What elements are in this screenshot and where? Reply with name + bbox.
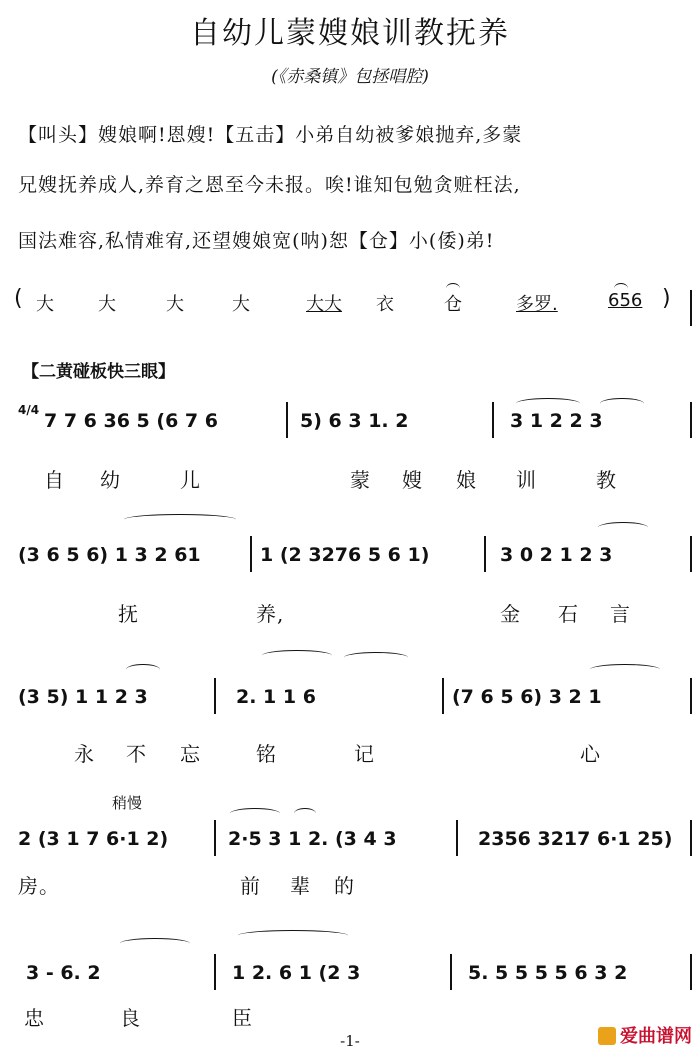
lyric-char: 前 [240, 874, 261, 898]
dialogue-line-1: 【叫头】嫂娘啊!恩嫂!【五击】小弟自幼被爹娘抛弃,多蒙 [18, 124, 523, 146]
lyric-char: 养, [256, 602, 285, 626]
notes-measure: (7 6 5 6) 3 2 1 [452, 686, 602, 708]
slur-mark [262, 650, 332, 661]
lyric-char: 教 [596, 468, 617, 492]
lyric-char: 蒙 [350, 468, 371, 492]
percussion-item: 大 [232, 294, 250, 315]
lyric-char: 言 [610, 602, 631, 626]
slur-mark [344, 652, 408, 663]
notes-measure: 3 0 2 1 2 3 [500, 544, 613, 566]
bar-line [286, 402, 288, 438]
notes-measure: 1 2. 6 1 (2 3 [232, 962, 361, 984]
notes-measure: (3 5) 1 1 2 3 [18, 686, 148, 708]
lyric-char: 辈 [290, 874, 311, 898]
lyric-char: 良 [120, 1006, 141, 1030]
percussion-open: ( [14, 286, 23, 311]
percussion-item: 大 [36, 294, 54, 315]
slur-mark [124, 514, 236, 525]
slur-mark [120, 938, 190, 949]
bar-line [214, 954, 216, 990]
notes-measure: 2. 1 1 6 [236, 686, 316, 708]
page-title: 自幼儿蒙嫂娘训教抚养 [190, 16, 510, 51]
slur-mark [598, 522, 648, 533]
page-subtitle: (《赤桑镇》包拯唱腔) [271, 67, 429, 87]
lyric-char: 永 [74, 742, 95, 766]
bar-line [214, 820, 216, 856]
bar-line [690, 678, 692, 714]
fermata-mark [446, 283, 460, 294]
lyric-char: 心 [580, 742, 601, 766]
notes-measure: 2·5 3 1 2. (3 4 3 [228, 828, 397, 850]
fermata-mark [614, 283, 628, 294]
section-label: 【二黄碰板快三眼】 [22, 362, 175, 382]
notes-measure: 3 1 2 2 3 [510, 410, 603, 432]
lyric-char: 娘 [456, 468, 477, 492]
bar-line [250, 536, 252, 572]
lyric-char: 的 [334, 874, 355, 898]
notes-measure: (3 6 5 6) 1 3 2 61 [18, 544, 201, 566]
slur-mark [516, 398, 580, 409]
lyric-char: 记 [354, 742, 375, 766]
time-signature: 4/4 [18, 403, 40, 417]
bar-line [214, 678, 216, 714]
lyric-char: 臣 [232, 1006, 253, 1030]
slur-mark [230, 808, 280, 819]
slur-mark [294, 808, 316, 819]
notes-measure: 1 (2 3276 5 6 1) [260, 544, 430, 566]
bar-line [484, 536, 486, 572]
dialogue-line-3: 国法难容,私情难宥,还望嫂娘宽(呐)恕【仓】小(倭)弟! [18, 230, 495, 252]
bar-line [690, 290, 692, 326]
lyric-char: 石 [558, 602, 579, 626]
lyric-char: 训 [516, 468, 537, 492]
slur-mark [238, 930, 348, 941]
percussion-item: 多罗. [516, 294, 558, 315]
lyric-char: 忘 [180, 742, 201, 766]
notes-measure: 7 7 6 36 5 (6 7 6 [44, 410, 218, 432]
slur-mark [126, 664, 160, 675]
percussion-item: 仓 [444, 294, 462, 315]
bar-line [690, 402, 692, 438]
bar-line [690, 536, 692, 572]
notes-measure: 2356 3217 6·1 25) [478, 828, 673, 850]
bar-line [456, 820, 458, 856]
percussion-close: ) [662, 286, 671, 311]
dialogue-line-2: 兄嫂抚养成人,养育之恩至今未报。唉!谁知包勉贪赃枉法, [18, 174, 521, 196]
bar-line [442, 678, 444, 714]
lyric-char: 抚 [118, 602, 139, 626]
tempo-mark: 稍慢 [112, 794, 143, 812]
bar-line [690, 820, 692, 856]
percussion-item: 656 [608, 290, 643, 311]
notes-measure: 5. 5 5 5 5 6 3 2 [468, 962, 628, 984]
percussion-item: 衣 [376, 294, 394, 315]
notes-measure: 3 - 6. 2 [26, 962, 101, 984]
lyric-char: 不 [126, 742, 147, 766]
lyric-char: 自 [44, 468, 65, 492]
bar-line [690, 954, 692, 990]
page-number: -1- [340, 1032, 360, 1050]
lyric-char: 嫂 [402, 468, 423, 492]
lyric-char: 幼 [100, 468, 121, 492]
lyric-char: 儿 [180, 468, 201, 492]
slur-mark [590, 664, 660, 675]
bar-line [450, 954, 452, 990]
notes-measure: 5) 6 3 1. 2 [300, 410, 409, 432]
percussion-item: 大 [98, 294, 116, 315]
lyric-char: 忠 [24, 1006, 45, 1030]
notes-measure: 2 (3 1 7 6·1 2) [18, 828, 169, 850]
watermark [598, 1022, 692, 1048]
percussion-item: 大 [166, 294, 184, 315]
music-note-icon [598, 1027, 616, 1045]
bar-line [492, 402, 494, 438]
watermark-text: 爱曲谱网 [620, 1026, 692, 1047]
lyric-char: 铭 [256, 742, 277, 766]
percussion-item: 大大 [306, 294, 342, 315]
lyric-char: 金 [500, 602, 521, 626]
lyric-char: 房。 [18, 874, 60, 898]
slur-mark [600, 398, 644, 409]
